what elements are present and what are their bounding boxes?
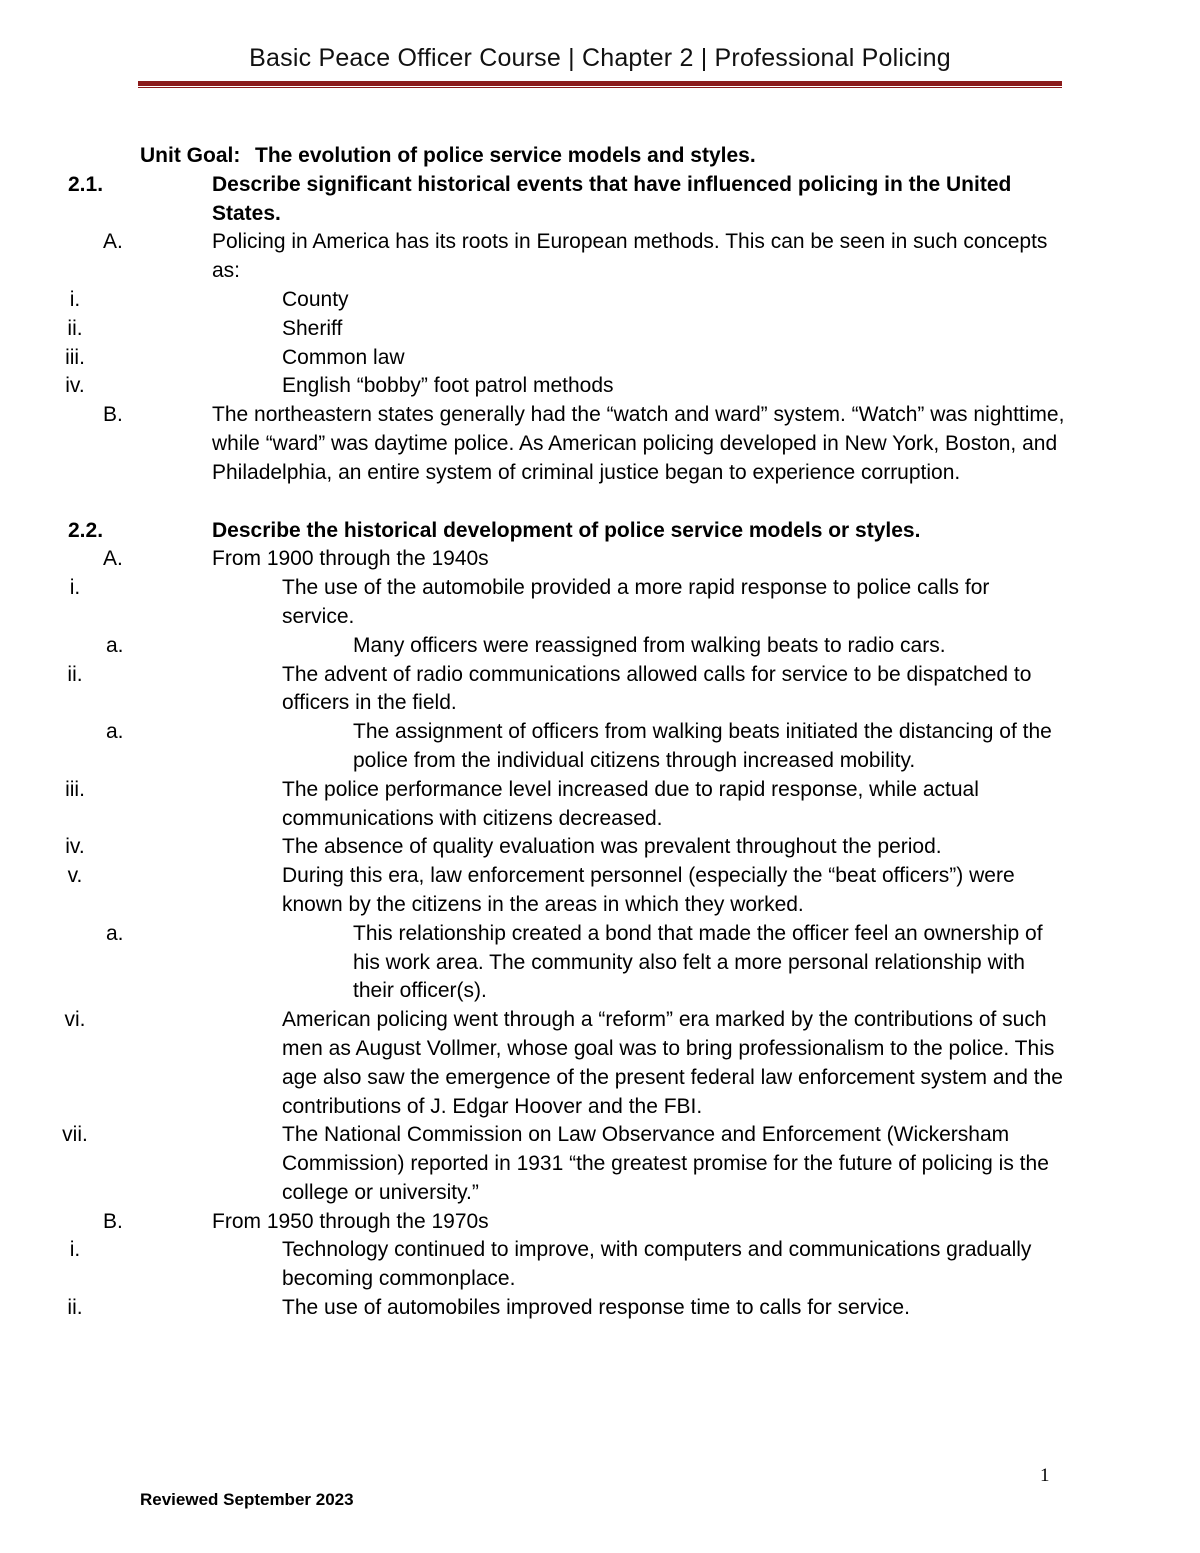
list-item — [106, 632, 1065, 661]
item-marker: A. — [103, 230, 123, 254]
item-marker: ii. — [67, 316, 83, 340]
unit-goal-label: Unit Goal: — [140, 144, 241, 167]
item-marker: iv. — [65, 374, 85, 398]
list-item — [65, 833, 1065, 862]
item-text: From 1900 through the 1940s — [212, 547, 489, 571]
item-marker: B. — [103, 1209, 123, 1233]
item-marker: a. — [106, 633, 124, 657]
item-marker: iii. — [65, 777, 85, 801]
unit-goal-text: The evolution of police service models and styles. — [255, 144, 756, 167]
item-text: Technology continued to improve, with computers and communications gradually becoming commonplace. — [282, 1238, 1032, 1291]
item-marker: a. — [106, 921, 124, 945]
item-text: Sheriff — [282, 316, 343, 340]
item-text: Common law — [282, 345, 405, 369]
list-item — [103, 228, 1065, 286]
item-text: County — [282, 287, 349, 311]
item-text: The absence of quality evaluation was prevalent throughout the period. — [282, 835, 942, 859]
item-marker: i. — [69, 576, 81, 600]
item-marker: v. — [67, 864, 83, 888]
item-marker: B. — [103, 403, 123, 427]
item-marker: i. — [69, 287, 81, 311]
item-text: The advent of radio communications allowed calls for service to be dispatched to officers in the field. — [282, 662, 1032, 715]
item-marker: i. — [69, 1238, 81, 1262]
item-text: The National Commission on Law Observance and Enforcement (Wickersham Commission) reported in 1931 “the greatest promise for the future of policing is the college or university.” — [282, 1123, 1049, 1204]
item-marker: vi. — [64, 1008, 86, 1032]
item-text: Policing in America has its roots in European methods. This can be seen in such concepts as: — [212, 230, 1048, 283]
footer-review-date: Reviewed September 2023 — [140, 1490, 354, 1509]
list-item — [62, 1121, 1065, 1207]
list-item — [65, 344, 1065, 373]
item-text: Many officers were reassigned from walking beats to radio cars. — [353, 633, 946, 657]
item-marker: a. — [106, 720, 124, 744]
unit-goal — [140, 142, 1065, 171]
section-spacer — [140, 488, 1065, 517]
header-rule-thick — [138, 81, 1062, 86]
section-title: Describe significant historical events that have influenced policing in the United States. — [212, 172, 1012, 225]
page-header-title: Basic Peace Officer Course | Chapter 2 | Professional Policing — [249, 44, 951, 72]
header-rule-thin — [138, 87, 1062, 88]
section-heading — [68, 517, 1065, 546]
list-item — [67, 1294, 1065, 1323]
list-item — [67, 862, 1065, 920]
item-marker: vii. — [62, 1123, 88, 1147]
document-body — [62, 142, 1065, 1323]
list-item — [64, 1006, 1065, 1121]
list-item — [103, 401, 1065, 487]
item-marker: ii. — [67, 662, 83, 686]
item-text: During this era, law enforcement personnel (especially the “beat officers”) were known by the citizens in the areas in which they worked. — [282, 864, 1015, 916]
item-text: The use of automobiles improved response time to calls for service. — [282, 1296, 910, 1320]
section-number: 2.2. — [68, 518, 104, 542]
item-text: English “bobby” foot patrol methods — [282, 374, 614, 398]
section-title: Describe the historical development of police service models or styles. — [212, 518, 921, 542]
item-text: American policing went through a “reform” era marked by the contributions of such men as August Vollmer, whose goal was to bring professionalism to the police. This age also saw the emergence of the present federal law enforcement system and the contributions of J. Edgar Hoover and the FBI. — [282, 1008, 1063, 1118]
item-marker: iv. — [65, 835, 85, 859]
list-item — [67, 315, 1065, 344]
item-marker: ii. — [67, 1296, 83, 1320]
item-text: The northeastern states generally had the “watch and ward” system. “Watch” was nighttime, while “ward” was daytime police. As American policing developed in New York, Boston, and Philadelphia, an entire system of criminal justice began to experience corruption. — [212, 403, 1065, 484]
page-number: 1 — [1040, 1465, 1050, 1486]
list-item — [69, 574, 1065, 632]
list-item — [106, 718, 1065, 776]
item-text: This relationship created a bond that made the officer feel an ownership of his work area. The community also felt a more personal relationship with their officer(s). — [353, 921, 1043, 1003]
section-number: 2.1. — [68, 172, 104, 196]
list-item — [65, 776, 1065, 834]
item-text: The police performance level increased due to rapid response, while actual communications with citizens decreased. — [282, 777, 979, 830]
item-text: From 1950 through the 1970s — [212, 1209, 489, 1233]
list-item — [69, 1236, 1065, 1294]
item-marker: A. — [103, 547, 123, 571]
list-item — [67, 661, 1065, 719]
item-text: The use of the automobile provided a more rapid response to police calls for service. — [282, 576, 990, 628]
list-item — [65, 372, 1065, 401]
section-heading — [68, 171, 1065, 229]
list-item — [106, 920, 1065, 1006]
item-text: The assignment of officers from walking beats initiated the distancing of the police from the individual citizens through increased mobility. — [353, 720, 1052, 772]
list-item — [103, 545, 1065, 574]
list-item — [69, 286, 1065, 315]
item-marker: iii. — [65, 345, 85, 369]
list-item — [103, 1208, 1065, 1237]
